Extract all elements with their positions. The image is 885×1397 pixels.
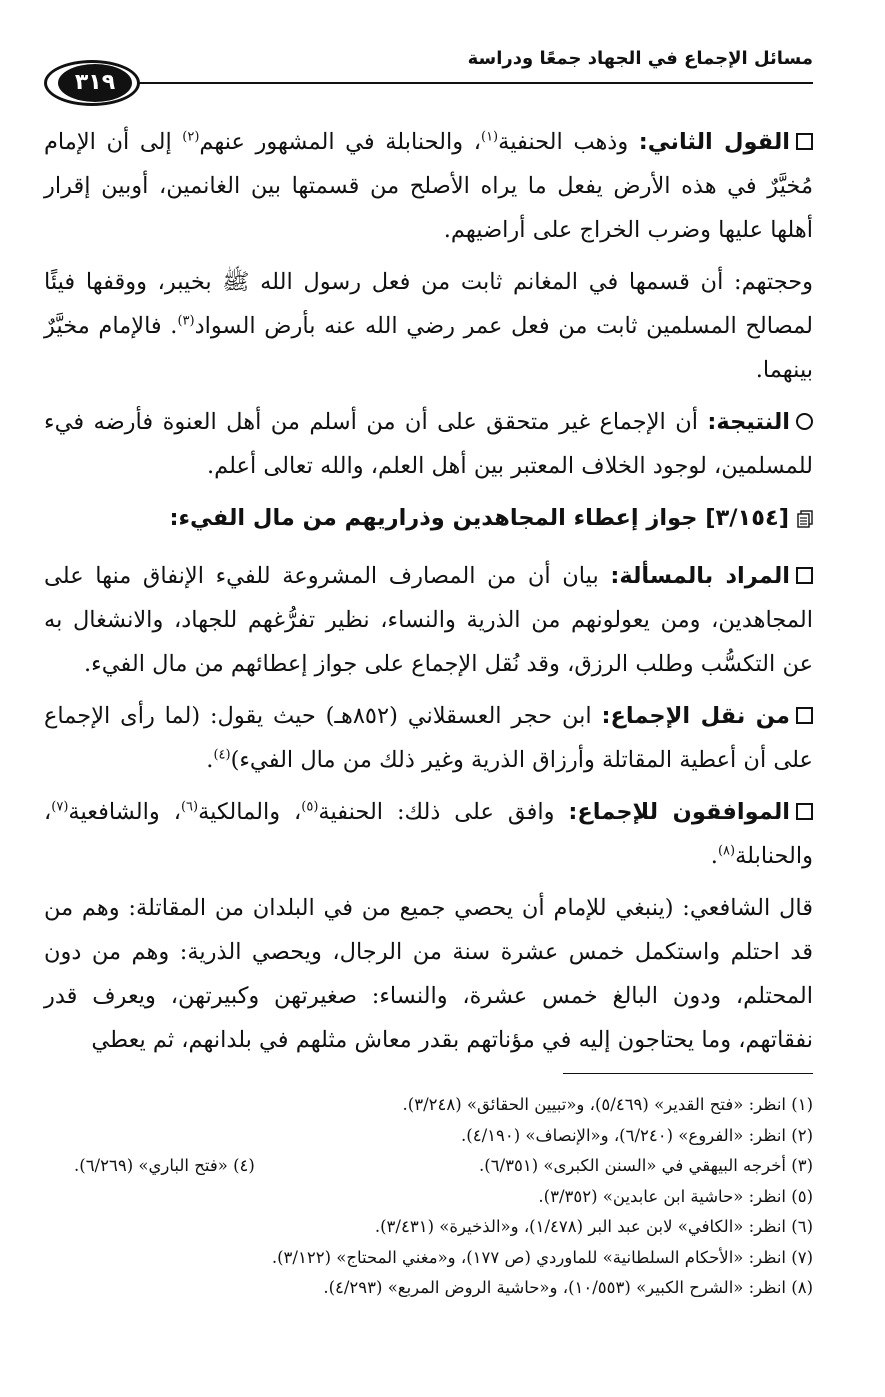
footnote-3: (٣) أخرجه البيهقي في «السنن الكبرى» (٦/٣٥١). xyxy=(479,1156,813,1175)
footnote-ref[interactable]: (٥) xyxy=(301,799,319,815)
footnote-ref[interactable]: (١) xyxy=(480,129,499,145)
paragraph-lead: من نقل الإجماع: xyxy=(601,703,790,729)
footnote-ref[interactable]: (٢) xyxy=(182,129,200,145)
footnote-1: (١) انظر: «فتح القدير» (٥/٤٦٩)، و«تبيين الحقائق» (٣/٢٤٨). xyxy=(402,1095,813,1114)
footnote-4: (٤) «فتح الباري» (٦/٢٦٩). xyxy=(74,1156,255,1175)
paragraph-text: وذهب الحنفية xyxy=(498,129,639,155)
square-bullet-icon xyxy=(796,707,813,724)
paragraph-second-opinion xyxy=(44,120,813,252)
paragraph-text: ، والحنابلة في المشهور عنهم xyxy=(199,129,481,155)
paragraph-text: . xyxy=(710,843,718,869)
paragraph-meaning xyxy=(44,554,813,686)
footnote-8: (٨) انظر: «الشرح الكبير» (١٠/٥٥٣)، و«حاشية الروض المربع» (٤/٢٩٣). xyxy=(323,1278,813,1297)
paragraph-lead: الموافقون للإجماع: xyxy=(568,799,790,825)
footnote-row-3-4 xyxy=(44,1151,813,1182)
footnote-ref[interactable]: (٣) xyxy=(177,313,195,329)
body-text xyxy=(44,120,813,1070)
paragraph-shafii-quote xyxy=(44,886,813,1062)
paragraph-agreeing xyxy=(44,790,813,878)
square-bullet-icon xyxy=(796,133,813,150)
paragraph-text: أن الإجماع غير متحقق على أن من أسلم من أهل العنوة فأرضه فيء للمسلمين، لوجود الخلاف المعتبر بين أهل العلم، والله تعالى أعلم. xyxy=(44,409,813,479)
footnote-5: (٥) انظر: «حاشية ابن عابدين» (٣/٣٥٢). xyxy=(538,1186,813,1206)
paragraph-text: ، والشافعية xyxy=(68,799,181,825)
footnote-7: (٧) انظر: «الأحكام السلطانية» للماوردي (ص ١٧٧)، و«مغني المحتاج» (٣/١٢٢). xyxy=(271,1247,813,1267)
footnote-6: (٦) انظر: «الكافي» لابن عبد البر (١/٤٧٨)، و«الذخيرة» (٣/٤٣١). xyxy=(374,1217,813,1236)
square-bullet-icon xyxy=(796,803,813,820)
paragraph-lead: النتيجة: xyxy=(707,409,790,435)
footnote-ref[interactable]: (٦) xyxy=(180,799,199,815)
paragraph-text: وافق على ذلك: الحنفية xyxy=(318,799,569,825)
footnote-ref[interactable]: (٧) xyxy=(51,799,69,815)
paragraph-consensus-source xyxy=(44,694,813,782)
paragraph-text: بيان أن من المصارف المشروعة للفيء الإنفاق منها على المجاهدين، ومن يعولونهم من الذرية والنساء، نظير تفرُّغهم للجهاد، والانشغال به عن التكسُّب وطلب الرزق، وقد نُقل الإجماع على جواز إعطائهم من مال الفيء. xyxy=(44,563,813,677)
paragraph-text: ، والحنابلة xyxy=(44,799,813,869)
footnote-rule xyxy=(563,1073,813,1074)
footnote-ref[interactable]: (٤) xyxy=(213,747,231,763)
circle-bullet-icon xyxy=(796,413,813,430)
paragraph-text: وحجتهم: أن قسمها في المغانم ثابت من فعل رسول الله ﷺ بخيبر، ووقفها فيئًا لمصالح المسلمين ثابت من فعل عمر رضي الله عنه بأرض السواد xyxy=(44,269,813,339)
paragraph-text: . xyxy=(206,747,214,773)
document-stack-icon xyxy=(797,510,813,528)
footnote-2: (٢) انظر: «الفروع» (٦/٢٤٠)، و«الإنصاف» (٤/١٩٠). xyxy=(461,1125,813,1145)
paragraph-text: ، والمالكية xyxy=(198,799,302,825)
paragraph-text: قال الشافعي: (ينبغي للإمام أن يحصي جميع من في البلدان من المقاتلة: وهم من قد احتلم واستكمل خمس عشرة سنة من الرجال، ويحصي الذرية: وهم من دون المحتلم، ودون البالغ خمس عشرة، والنساء: صغيرتهن وكبيرتهن، ويعرف قدر نفقاتهم، وما يحتاجون إليه في مؤناتهم بقدر معاش مثلهم في بلدانهم، ثم يعطي xyxy=(44,895,813,1053)
paragraph-text: . فالإمام مخيَّرٌ بينهما. xyxy=(44,313,813,383)
running-header-title: مسائل الإجماع في الجهاد جمعًا ودراسة xyxy=(467,48,813,69)
header-rule xyxy=(130,82,813,84)
paragraph-text: ابن حجر العسقلاني (٨٥٢هـ) حيث يقول: (لما رأى الإجماع على أن أعطية المقاتلة وأرزاق الذرية وغير ذلك من مال الفيء) xyxy=(44,703,813,773)
paragraph-result xyxy=(44,400,813,488)
square-bullet-icon xyxy=(796,567,813,584)
paragraph-lead: المراد بالمسألة: xyxy=(610,563,790,589)
section-heading-text: [٣/١٥٤] جواز إعطاء المجاهدين وذراريهم من مال الفيء: xyxy=(169,505,789,531)
footnotes xyxy=(44,1090,813,1304)
paragraph-lead: القول الثاني: xyxy=(638,129,791,155)
section-heading xyxy=(44,496,813,540)
paragraph-text: إلى أن الإمام مُخيَّرٌ في هذه الأرض يفعل ما يراه الأصلح من قسمتها بين الغانمين، أوبين إقرار أهلها عليها وضرب الخراج على أراضيهم. xyxy=(44,129,813,243)
page-number: ٣١٩ xyxy=(74,70,116,95)
footnote-ref[interactable]: (٨) xyxy=(717,843,736,859)
paragraph-evidence xyxy=(44,260,813,392)
